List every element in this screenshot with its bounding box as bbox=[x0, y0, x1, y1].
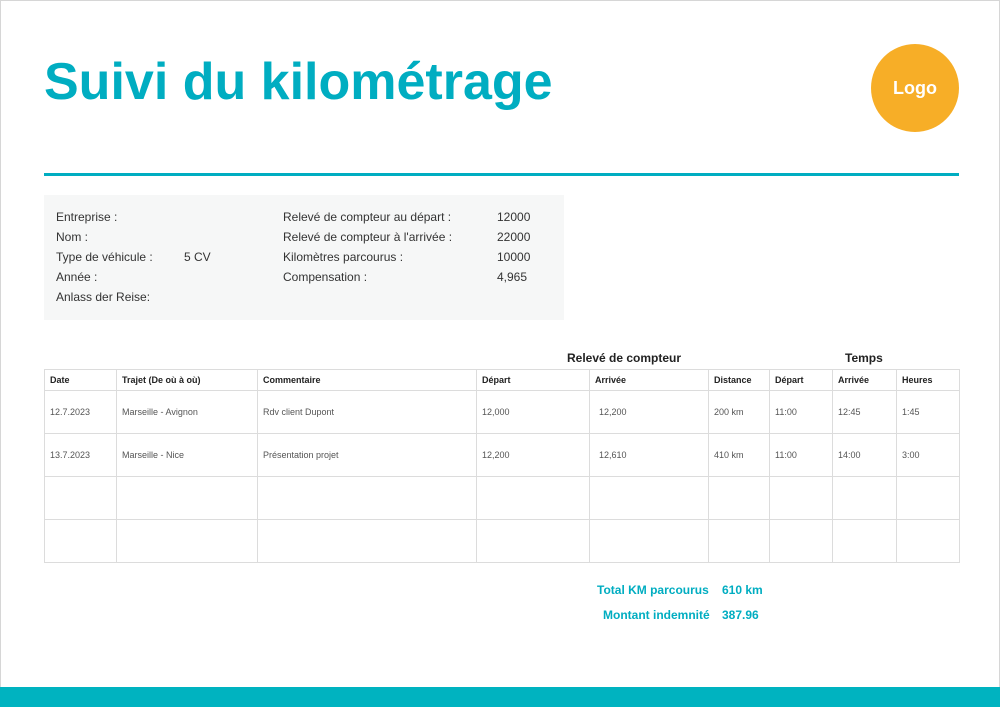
column-header-date: Date bbox=[45, 370, 117, 391]
logo-placeholder: Logo bbox=[871, 44, 959, 132]
table-row bbox=[45, 520, 960, 563]
footer-bar bbox=[0, 687, 1000, 707]
cell-meter-end bbox=[590, 520, 709, 563]
page-title: Suivi du kilométrage bbox=[44, 53, 553, 111]
cell-time-start: 11:00 bbox=[770, 391, 833, 434]
cell-time-end: 14:00 bbox=[833, 434, 897, 477]
mileage-log-table bbox=[44, 369, 960, 563]
column-header-time-start: Départ bbox=[770, 370, 833, 391]
cell-distance: 200 km bbox=[709, 391, 770, 434]
column-header-route: Trajet (De où à où) bbox=[117, 370, 258, 391]
cell-meter-end: 12,200 bbox=[590, 391, 709, 434]
column-header-distance: Distance bbox=[709, 370, 770, 391]
column-header-meter-start: Départ bbox=[477, 370, 590, 391]
info-label-meter-start: Relevé de compteur au départ : bbox=[283, 210, 452, 224]
section-header-meter: Relevé de compteur bbox=[567, 351, 682, 365]
total-km-label: Total KM parcourus bbox=[597, 583, 709, 597]
cell-hours: 1:45 bbox=[897, 391, 960, 434]
cell-meter-start: 12,200 bbox=[477, 434, 590, 477]
cell-distance bbox=[709, 477, 770, 520]
info-label-trip-reason: Anlass der Reise: bbox=[56, 290, 151, 304]
total-amount-label: Montant indemnité bbox=[603, 608, 710, 622]
cell-date bbox=[45, 520, 117, 563]
cell-meter-start: 12,000 bbox=[477, 391, 590, 434]
info-label-name: Nom : bbox=[56, 230, 89, 244]
cell-time-start bbox=[770, 520, 833, 563]
cell-meter-start bbox=[477, 477, 590, 520]
info-value-meter-start: 12000 bbox=[497, 210, 531, 224]
cell-distance bbox=[709, 520, 770, 563]
cell-route bbox=[117, 520, 258, 563]
cell-date: 12.7.2023 bbox=[45, 391, 117, 434]
cell-time-end: 12:45 bbox=[833, 391, 897, 434]
total-km-value: 610 km bbox=[722, 583, 763, 597]
info-label-compensation: Compensation : bbox=[283, 270, 368, 284]
cell-time-start: 11:00 bbox=[770, 434, 833, 477]
table-header-row bbox=[45, 370, 960, 391]
table-row bbox=[45, 391, 960, 434]
title-divider bbox=[44, 173, 959, 176]
cell-meter-start bbox=[477, 520, 590, 563]
column-header-hours: Heures bbox=[897, 370, 960, 391]
section-header-time: Temps bbox=[845, 351, 883, 365]
cell-hours: 3:00 bbox=[897, 434, 960, 477]
info-value-vehicle-type: 5 CV bbox=[184, 250, 211, 264]
info-value-km-driven: 10000 bbox=[497, 250, 531, 264]
column-header-comment: Commentaire bbox=[258, 370, 477, 391]
cell-hours bbox=[897, 520, 960, 563]
cell-route bbox=[117, 477, 258, 520]
column-header-meter-end: Arrivée bbox=[590, 370, 709, 391]
cell-date: 13.7.2023 bbox=[45, 434, 117, 477]
cell-meter-end bbox=[590, 477, 709, 520]
table-row bbox=[45, 477, 960, 520]
cell-route: Marseille - Avignon bbox=[117, 391, 258, 434]
cell-date bbox=[45, 477, 117, 520]
info-label-km-driven: Kilomètres parcourus : bbox=[283, 250, 404, 264]
info-label-meter-end: Relevé de compteur à l'arrivée : bbox=[283, 230, 453, 244]
column-header-time-end: Arrivée bbox=[833, 370, 897, 391]
table-row bbox=[45, 434, 960, 477]
info-value-meter-end: 22000 bbox=[497, 230, 531, 244]
cell-distance: 410 km bbox=[709, 434, 770, 477]
cell-time-end bbox=[833, 520, 897, 563]
cell-comment: Rdv client Dupont bbox=[258, 391, 477, 434]
total-amount-value: 387.96 bbox=[722, 608, 759, 622]
cell-comment bbox=[258, 520, 477, 563]
cell-route: Marseille - Nice bbox=[117, 434, 258, 477]
info-panel bbox=[44, 195, 564, 320]
cell-comment bbox=[258, 477, 477, 520]
info-label-vehicle-type: Type de véhicule : bbox=[56, 250, 153, 264]
cell-time-end bbox=[833, 477, 897, 520]
info-label-year: Année : bbox=[56, 270, 98, 284]
info-value-compensation: 4,965 bbox=[497, 270, 528, 284]
cell-time-start bbox=[770, 477, 833, 520]
info-label-company: Entreprise : bbox=[56, 210, 118, 224]
cell-hours bbox=[897, 477, 960, 520]
cell-comment: Présentation projet bbox=[258, 434, 477, 477]
cell-meter-end: 12,610 bbox=[590, 434, 709, 477]
